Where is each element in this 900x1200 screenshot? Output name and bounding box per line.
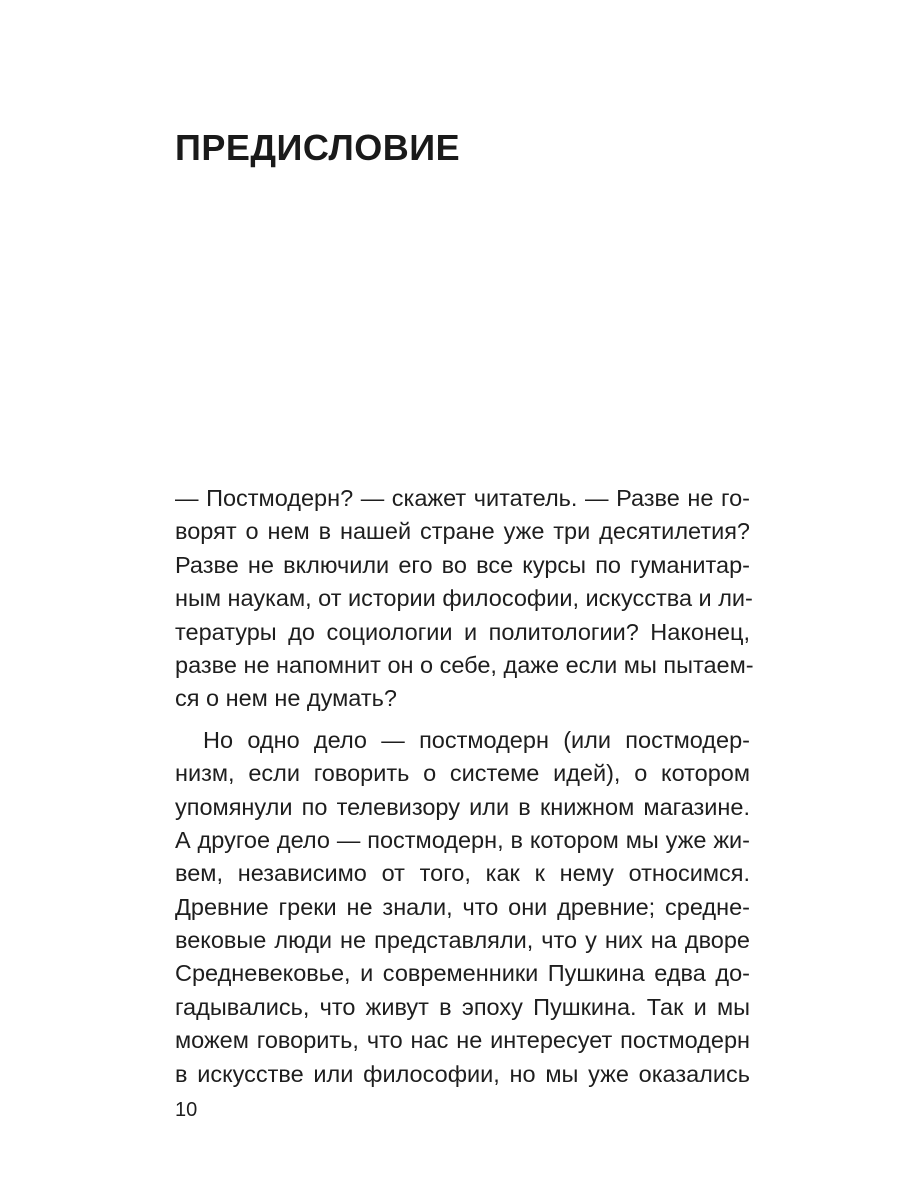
chapter-heading: ПРЕДИСЛОВИЕ (175, 127, 461, 168)
page-number: 10 (175, 1099, 198, 1121)
text-line: Разве не включили его во все курсы по гуманитар- (175, 551, 750, 578)
text-line: Но одно дело — постмодерн (или постмодер- (203, 726, 750, 753)
text-line: ворят о нем в нашей стране уже три десятилетия? (175, 518, 750, 545)
text-line: — Постмодерн? — скажет читатель. — Разве не го- (175, 485, 750, 511)
text-line: Средневековье, и современники Пушкина едва до- (175, 960, 750, 987)
body-text (175, 482, 754, 1091)
text-line: можем говорить, что нас не интересует постмодерн (175, 1027, 750, 1054)
text-line: вековые люди не представляли, что у них на дворе (175, 927, 750, 954)
text-line: Древние греки не знали, что они древние; средне- (175, 893, 750, 920)
text-line: ным наукам, от истории философии, искусства и ли- (175, 585, 753, 612)
text-line: низм, если говорить о системе идей), о котором (175, 760, 750, 787)
paragraph-1 (175, 482, 754, 716)
text-line: А другое дело — постмодерн, в котором мы уже жи- (175, 826, 750, 853)
text-line: тературы до социологии и политологии? Наконец, (175, 618, 750, 645)
text-line: гадывались, что живут в эпоху Пушкина. Так и мы (175, 993, 750, 1020)
paragraph-2 (175, 724, 750, 1091)
paragraph-gap (175, 716, 750, 724)
text-line: в искусстве или философии, но мы уже оказались (175, 1060, 750, 1087)
text-line: ся о нем не думать? (175, 685, 397, 712)
text-line: упомянули по телевизору или в книжном магазине. (175, 793, 750, 820)
text-line: разве не напомнит он о себе, даже если мы пытаем- (175, 651, 754, 678)
text-line: вем, независимо от того, как к нему относимся. (175, 860, 750, 887)
